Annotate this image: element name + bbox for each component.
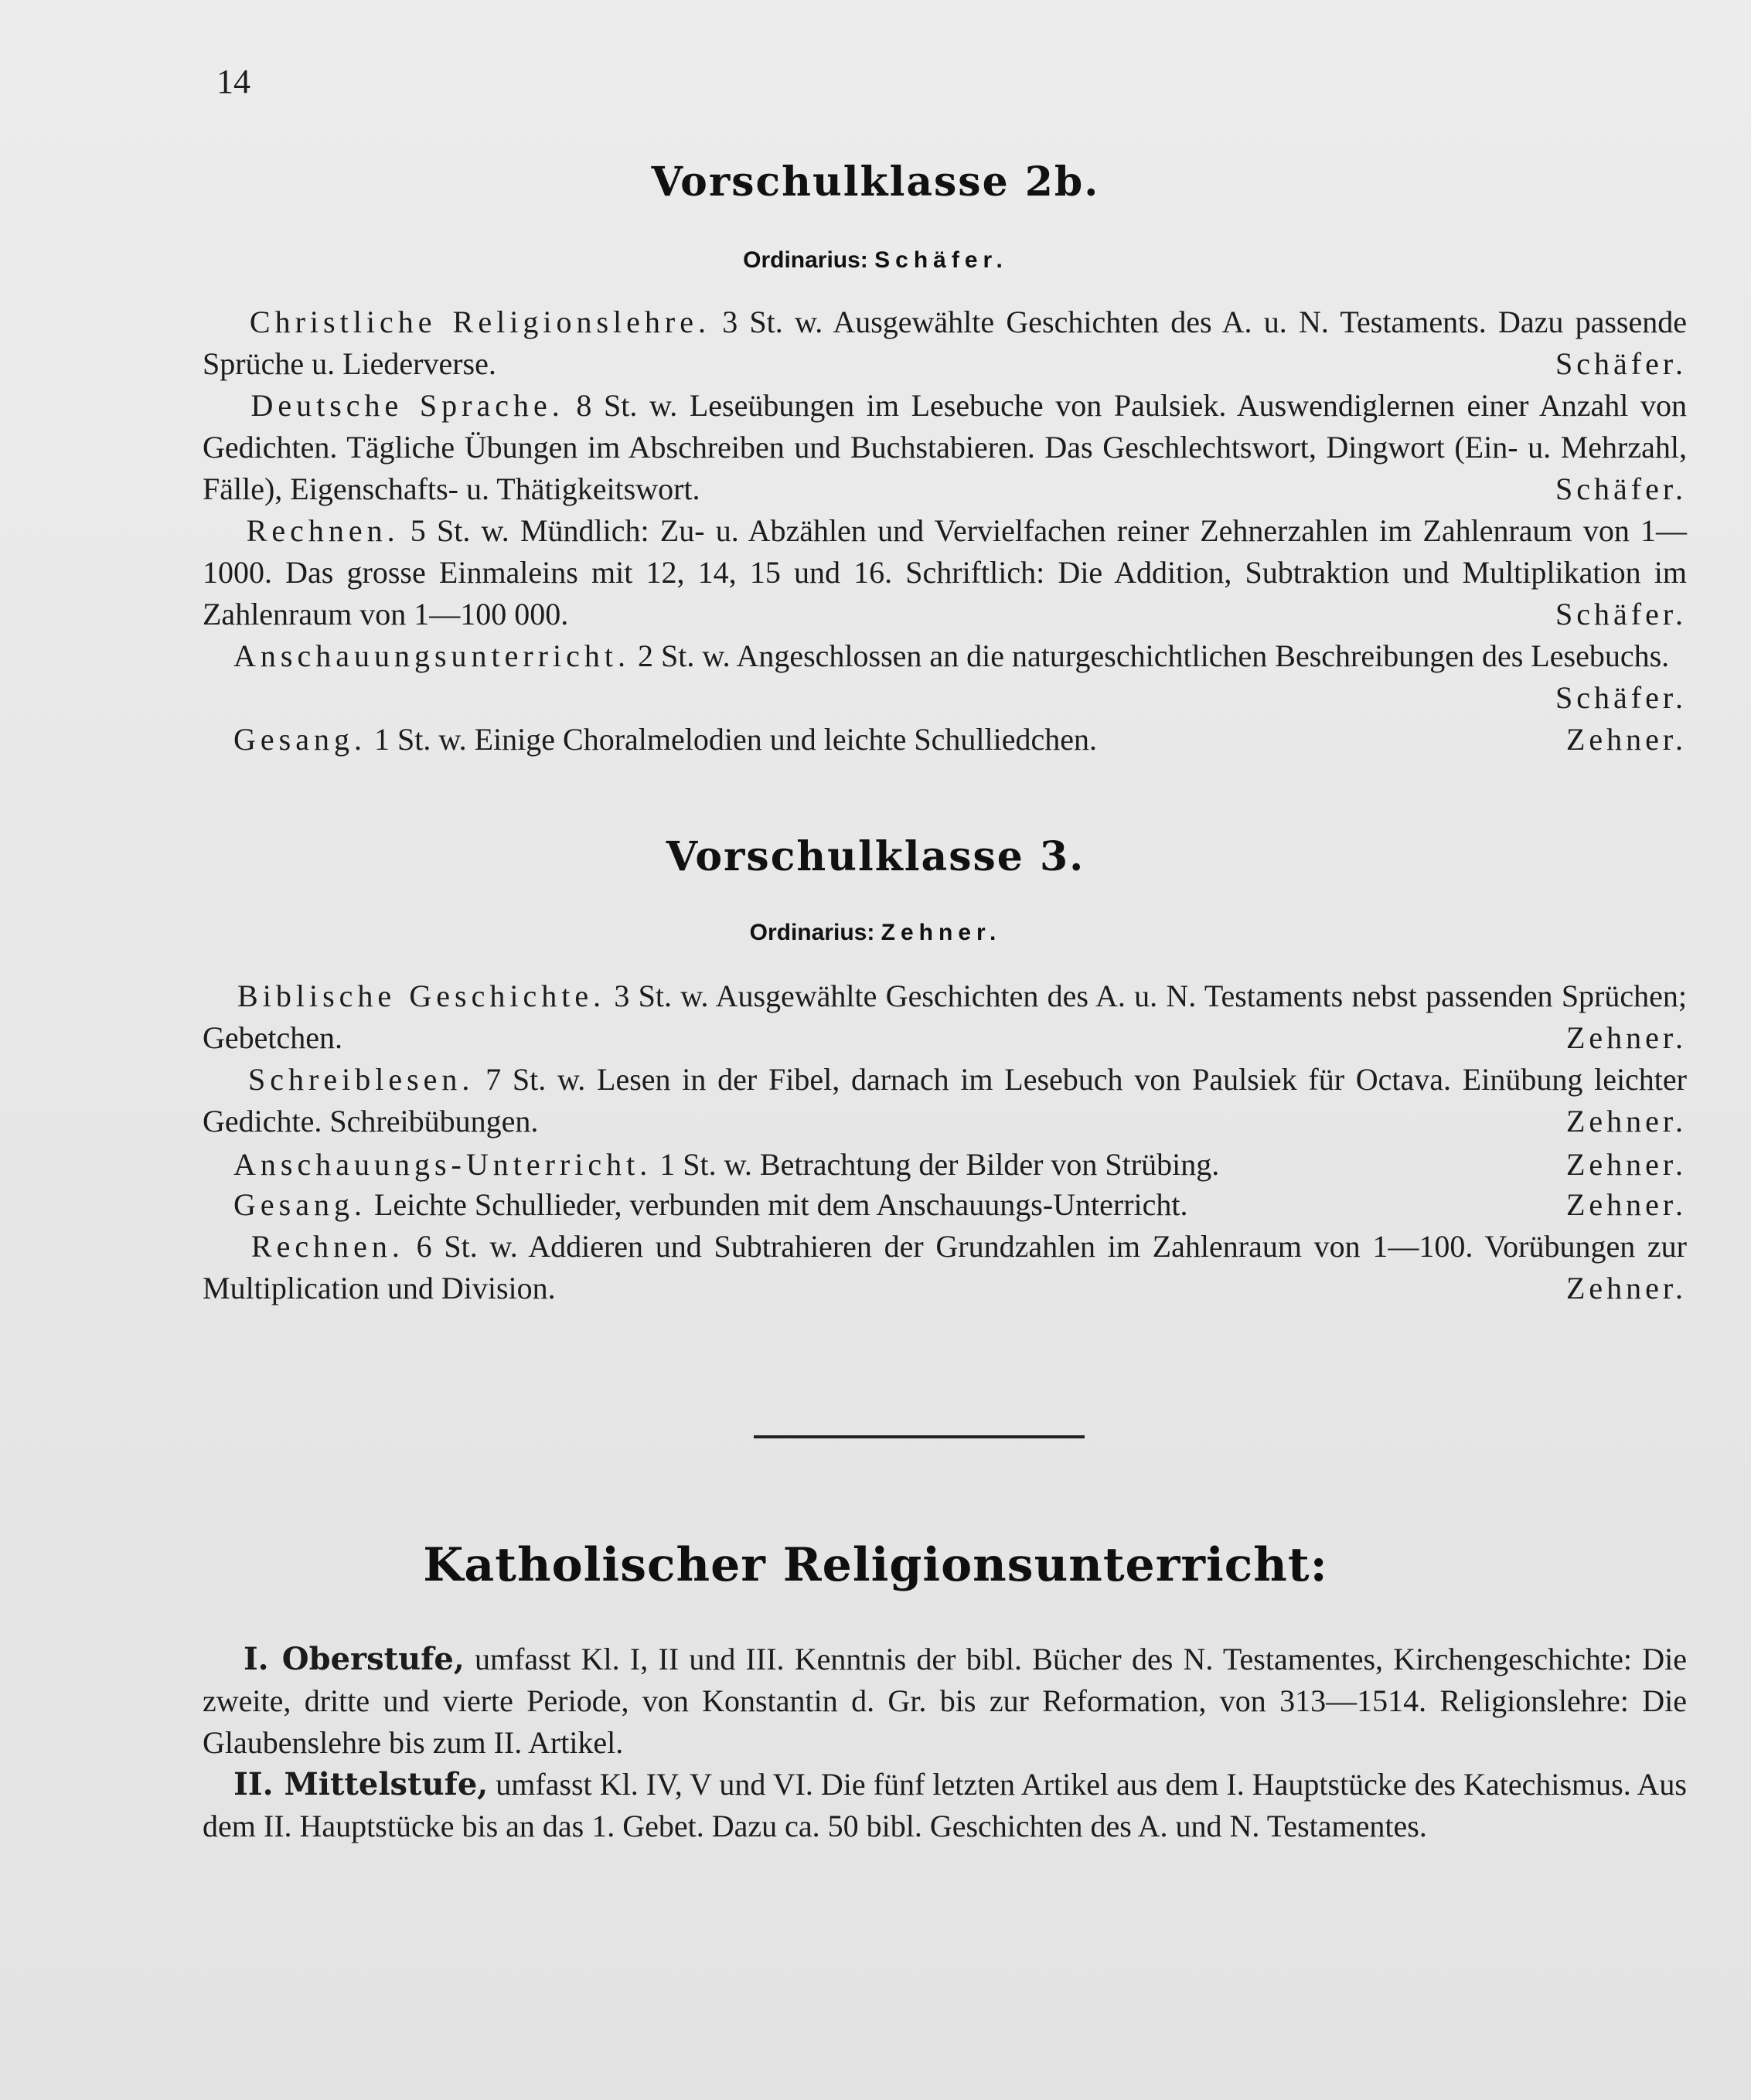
teacher-name: Schäfer. — [1555, 471, 1687, 506]
paragraph-biblische-geschichte — [203, 975, 1687, 1059]
paragraph-oberstufe — [203, 1639, 1687, 1764]
paragraph-mittelstufe — [203, 1764, 1687, 1847]
paragraph-religionslehre — [203, 301, 1687, 385]
paragraph-text: 2 St. w. Angeschlossen an die naturgeschichtlichen Beschreibungen des Lesebuchs. — [630, 638, 1670, 673]
ordinarius-line-2b — [0, 247, 1751, 274]
subject-title: Anschauungsunterricht. — [233, 638, 631, 673]
section-heading-katholischer-religionsunterricht: Katholischer Religionsunterricht: — [423, 1538, 1328, 1592]
subject-title: Christliche Religionslehre. — [249, 305, 710, 339]
ordinarius-name: Zehner. — [881, 920, 1002, 945]
paragraph-gesang-2 — [203, 1186, 1687, 1224]
ordinarius-line-3 — [0, 920, 1751, 946]
paragraph-text: umfasst Kl. I, II und III. Kenntnis der bibl. Bücher des N. Testamentes, Kirchengeschichte: Die zweite, dritte und vierte Periode, von Konstantin d. Gr. bis zur Reformation, von 313—1514. Religionslehre: Die Glaubenslehre bis zum II. Artikel. — [203, 1642, 1688, 1760]
ordinarius-label: Ordinarius: — [749, 920, 875, 945]
paragraph-text: 3 St. w. Ausgewählte Geschichten des A. u. N. Testaments nebst passenden Sprüchen; Gebetchen. — [203, 979, 1688, 1055]
teacher-name: Zehner. — [1565, 1271, 1687, 1305]
paragraph-anschauungs-unterricht — [203, 1145, 1687, 1184]
paragraph-text: 7 St. w. Lesen in der Fibel, darnach im Lesebuch von Paulsiek für Octava. Einübung leichter Gedichte. Schreibübungen. — [203, 1062, 1687, 1138]
subject-title: Gesang. — [233, 1187, 366, 1222]
ordinarius-label: Ordinarius: — [743, 247, 868, 273]
section-heading-vorschulklasse-3: Vorschulklasse 3. — [666, 833, 1085, 880]
section-heading-vorschulklasse-2b: Vorschulklasse 2b. — [651, 158, 1100, 206]
paragraph-gesang — [203, 719, 1687, 761]
paragraph-text: umfasst Kl. IV, V und VI. Die fünf letzten Artikel aus dem I. Hauptstücke des Katechismus. Aus dem II. Hauptstücke bis an das 1. Gebet. Dazu ca. 50 bibl. Geschichten des A. und N. Testamentes. — [203, 1767, 1687, 1843]
ordinarius-name: Schäfer. — [874, 247, 1008, 273]
section-divider-rule — [754, 1435, 1085, 1438]
subject-title: Deutsche Sprache. — [250, 388, 564, 423]
paragraph-text: 5 St. w. Mündlich: Zu- u. Abzählen und Vervielfachen reiner Zehnerzahlen im Zahlenraum von 1—1000. Das grosse Einmaleins mit 12, 14, 15 und 16. Schriftlich: Die Addition, Subtraktion und Multiplikation im Zahlenraum von 1—100 000. — [203, 513, 1687, 631]
paragraph-text: Leichte Schullieder, verbunden mit dem Anschauungs-Unterricht. — [366, 1187, 1188, 1222]
paragraph-schreiblesen — [203, 1059, 1687, 1142]
paragraph-text: 1 St. w. Einige Choralmelodien und leichte Schulliedchen. — [366, 722, 1097, 757]
subject-title: Gesang. — [233, 722, 366, 757]
subject-title: II. Mittelstufe, — [233, 1766, 489, 1802]
teacher-name: Schäfer. — [1555, 680, 1687, 715]
teacher-name: Zehner. — [1565, 1147, 1687, 1182]
paragraph-text: 3 St. w. Ausgewählte Geschichten des A. u. N. Testaments. Dazu passende Sprüche u. Liederverse. — [203, 305, 1688, 381]
teacher-name: Zehner. — [1565, 1187, 1687, 1222]
subject-title: Anschauungs-Unterricht. — [233, 1147, 652, 1182]
paragraph-text: 1 St. w. Betrachtung der Bilder von Strübing. — [652, 1147, 1220, 1182]
teacher-name: Schäfer. — [1555, 597, 1687, 631]
teacher-name: Zehner. — [1565, 722, 1687, 757]
subject-title: I. Oberstufe, — [243, 1641, 465, 1677]
paragraph-text: 8 St. w. Leseübungen im Lesebuche von Paulsiek. Auswendiglernen einer Anzahl von Gedichten. Tägliche Übungen im Abschreiben und Buchstabieren. Das Geschlechtswort, Dingwort (Ein- u. Mehrzahl, Fälle), Eigenschafts- u. Thätigkeitswort. — [203, 388, 1688, 506]
paragraph-anschauungsunterricht — [203, 635, 1687, 719]
teacher-name: Zehner. — [1565, 1104, 1687, 1138]
paragraph-rechnen — [203, 510, 1687, 635]
subject-title: Biblische Geschichte. — [237, 979, 606, 1013]
subject-title: Rechnen. — [246, 513, 400, 548]
paragraph-rechnen-2 — [203, 1226, 1687, 1309]
subject-title: Schreiblesen. — [248, 1062, 475, 1097]
teacher-name: Schäfer. — [1555, 346, 1687, 381]
paragraph-deutsche-sprache — [203, 385, 1687, 510]
teacher-name: Zehner. — [1565, 1020, 1687, 1055]
paragraph-text: 6 St. w. Addieren und Subtrahieren der Grundzahlen im Zahlenraum von 1—100. Vorübungen zur Multiplication und Division. — [203, 1229, 1687, 1305]
page-number: 14 — [216, 63, 250, 100]
subject-title: Rechnen. — [250, 1229, 404, 1264]
